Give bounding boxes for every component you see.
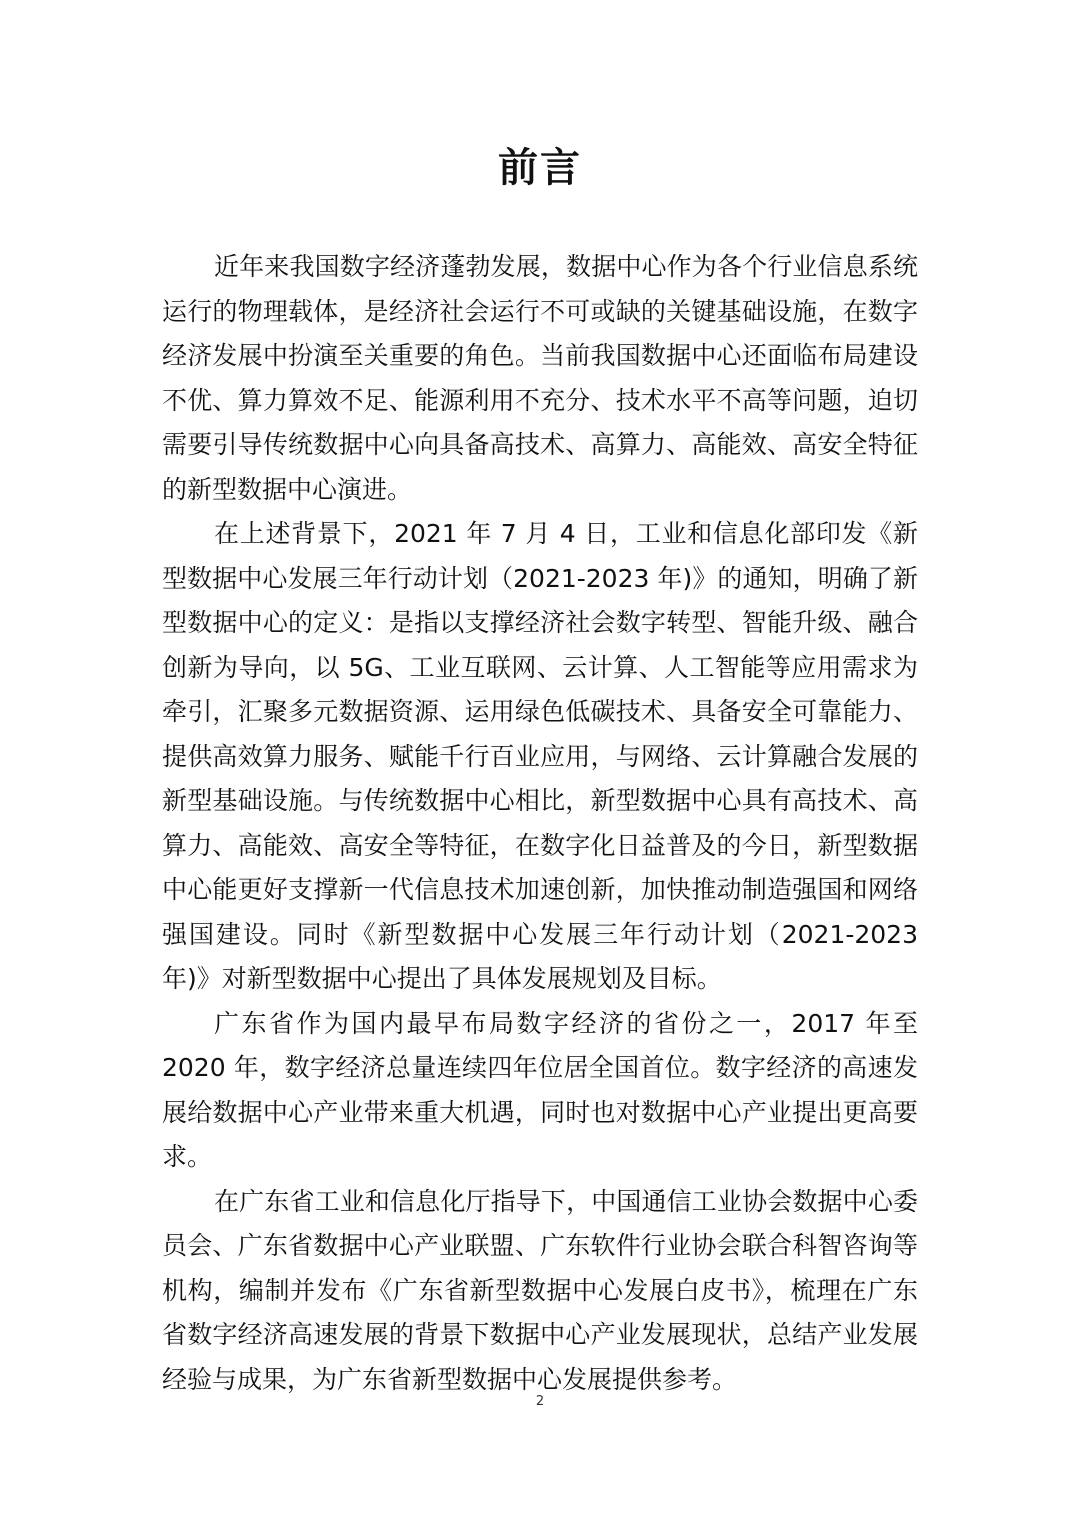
paragraph-4: 在广东省工业和信息化厅指导下，中国通信工业协会数据中心委员会、广东省数据中心产业联盟、广东软件行业协会联合科智咨询等机构，编制并发布《广东省新型数据中心发展白皮书》，梳理在广东省数字经济高速发展的背景下数据中心产业发展现状，总结产业发展经验与成果，为广东省新型数据中心发展提供参考。 xyxy=(162,1186,918,1394)
paragraph-3: 广东省作为国内最早布局数字经济的省份之一，2017 年至 2020 年，数字经济总量连续四年位居全国首位。数字经济的高速发展给数据中心产业带来重大机遇，同时也对数据中心产业提出更高要求。 xyxy=(162,1008,918,1171)
paragraph-1: 近年来我国数字经济蓬勃发展，数据中心作为各个行业信息系统运行的物理载体，是经济社会运行不可或缺的关键基础设施，在数字经济发展中扮演至关重要的角色。当前我国数据中心还面临布局建设不优、算力算效不足、能源利用不充分、技术水平不高等问题，迫切需要引导传统数据中心向具备高技术、高算力、高能效、高安全特征的新型数据中心演进。 xyxy=(162,252,918,504)
paragraph-2: 在上述背景下，2021 年 7 月 4 日，工业和信息化部印发《新型数据中心发展三年行动计划（2021-2023 年)》的通知，明确了新型数据中心的定义：是指以支撑经济社会数字转型、智能升级、融合创新为导向，以 5G、工业互联网、云计算、人工智能等应用需求为牵引，汇聚多元数据资源、运用绿色低碳技术、具备安全可靠能力、提供高效算力服务、赋能千行百业应用，与网络、云计算融合发展的新型基础设施。与传统数据中心相比，新型数据中心具有高技术、高算力、高能效、高安全等特征，在数字化日益普及的今日，新型数据中心能更好支撑新一代信息技术加速创新，加快推动制造强国和网络强国建设。同时《新型数据中心发展三年行动计划（2021-2023 年)》对新型数据中心提出了具体发展规划及目标。 xyxy=(162,519,918,993)
body-text xyxy=(162,245,918,1402)
page-title: 前言 xyxy=(498,145,582,191)
page-number: 2 xyxy=(535,1394,545,1409)
